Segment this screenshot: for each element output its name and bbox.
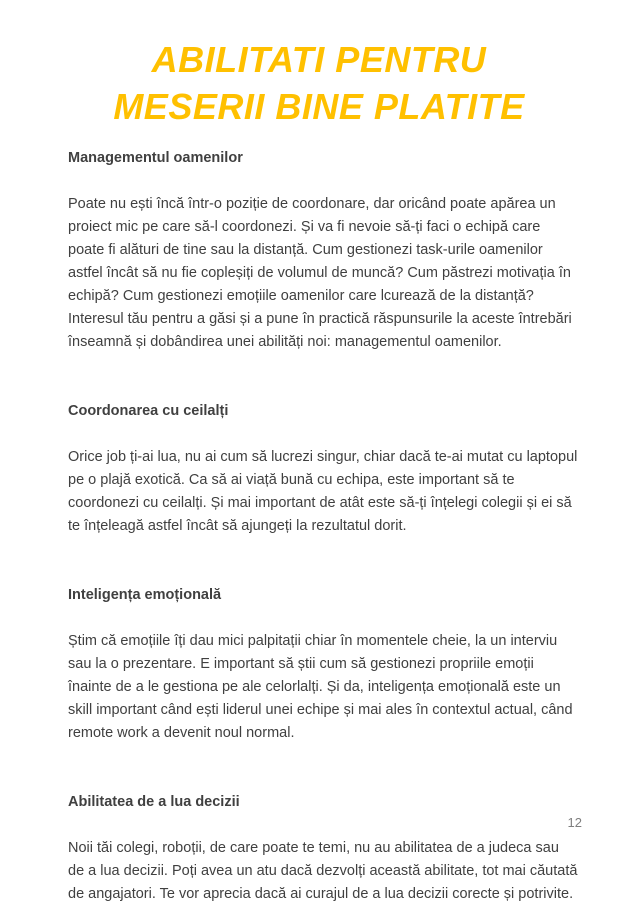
section-paragraph: Noii tăi colegi, roboții, de care poate te temi, nu au abilitatea de a judeca sau de a lua decizii. Poți avea un atu dacă dezvolți această abilitate, tot mai căutată de angajatori. Te vor aprecia dacă ai curajul de a lua decizii corecte și potrivite. xyxy=(68,840,578,902)
section-spacer xyxy=(68,538,578,584)
page-title-line-2: MESERII BINE PLATITE xyxy=(113,86,525,127)
section-paragraph: Orice job ți-ai lua, nu ai cum să lucrezi singur, chiar dacă te-ai mutat cu laptopul pe o plajă exotică. Ca să ai viață bună cu echipa, este important să te coordonezi cu ceilalți. Și mai important de atât este să-ți înțelegi colegii și ei să te înțeleagă astfel încât să ajungeți la rezultatul dorit. xyxy=(68,449,578,534)
section-coordonarea-cu-ceilalti xyxy=(68,400,578,538)
section-paragraph: Știm că emoțiile îți dau mici palpitații chiar în momentele cheie, la un interviu sau la o prezentare. E important să știi cum să gestionezi propriile emoții înainte de a le gestiona pe ale celorlalți. Și da, inteligența emoțională este un skill important când ești liderul unei echipe și mai ales în contextul actual, când remote work a devenit noul normal. xyxy=(68,633,573,741)
section-heading: Abilitatea de a lua decizii xyxy=(68,794,240,810)
section-heading: Coordonarea cu ceilalți xyxy=(68,403,229,419)
section-managementul-oamenilor xyxy=(68,147,578,354)
page-number: 12 xyxy=(567,815,582,830)
section-abilitatea-de-a-lua-decizii xyxy=(68,791,578,906)
section-spacer xyxy=(68,354,578,400)
content-body xyxy=(68,147,578,906)
page-title-line-1: ABILITATI PENTRU xyxy=(151,39,487,80)
section-heading: Inteligența emoțională xyxy=(68,587,222,603)
section-paragraph: Poate nu ești încă într-o poziție de coordonare, dar oricând poate apărea un proiect mic pe care să-l coordonezi. Și va fi nevoie să-ți faci o echipă care poate fi alături de tine sau la distanță. Cum gestionezi task-urile oamenilor astfel încât să nu fie copleșiți de volumul de muncă? Cum păstrezi motivația în echipă? Cum gestionezi emoțiile oamenilor care lcurează de la distanță? Interesul tău pentru a găsi și a pune în practică răspunsurile la aceste întrebări înseamnă și dobândirea unei abilități noi: managementul oamenilor. xyxy=(68,196,572,350)
section-inteligenta-emotionala xyxy=(68,584,578,745)
section-heading: Managementul oamenilor xyxy=(68,150,243,166)
section-spacer xyxy=(68,745,578,791)
